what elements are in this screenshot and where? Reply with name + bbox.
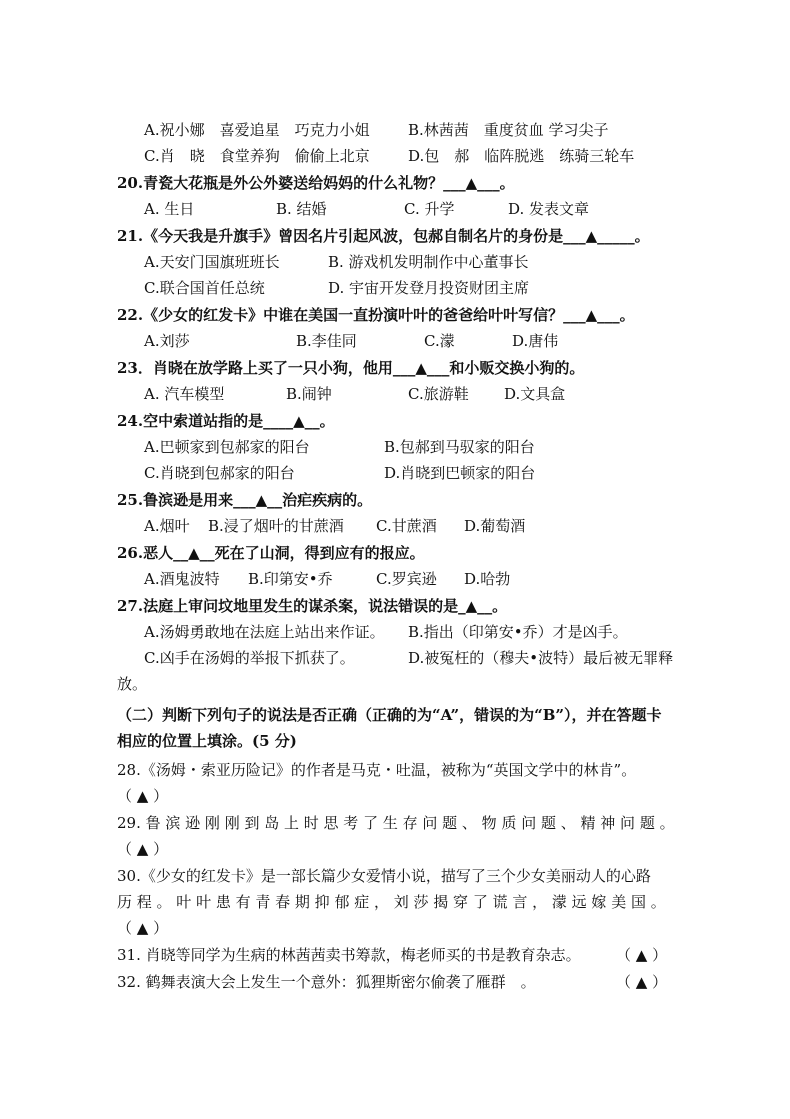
option-c: C.肖晓到包郝家的阳台 — [144, 464, 295, 482]
option-b: B.林茜茜 重度贫血 学习尖子 — [408, 121, 609, 139]
option-d: D.葡萄酒 — [464, 517, 526, 535]
question-26: 26.恶人__▲__死在了山洞，得到应有的报应。 — [117, 544, 425, 562]
option-a: A. 汽车模型 — [144, 385, 225, 403]
section-2-heading-cont: 相应的位置上填涂。(5 分) — [117, 732, 297, 750]
section-2-heading: （二）判断下列句子的说法是否正确（正确的为“A”，错误的为“B”），并在答题卡 — [117, 706, 662, 724]
options-23 — [144, 381, 566, 407]
answer-mark: （ ▲ ） — [117, 787, 169, 805]
option-b: B. 结婚 — [276, 200, 327, 218]
options-27 — [144, 619, 628, 645]
question-23: 23．肖晓在放学路上买了一只小狗，他用___▲___和小贩交换小狗的。 — [117, 359, 585, 377]
option-b: B.指出（印第安•乔）才是凶手。 — [408, 623, 628, 641]
options-22 — [144, 328, 559, 354]
option-b: B.闹钟 — [286, 385, 332, 403]
options-26 — [144, 566, 511, 592]
option-c: C.肖 晓 食堂养狗 偷偷上北京 — [144, 147, 370, 165]
judge-29: 29. 鲁 滨 逊 刚 刚 到 岛 上 时 思 考 了 生 存 问 题 、 物 质 问 题 、 精 神 问 题 。 — [117, 814, 675, 832]
options-20 — [144, 196, 590, 222]
option-a: A.刘莎 — [144, 332, 190, 350]
option-d: D.被冤枉的（穆夫•波特）最后被无罪释 — [408, 649, 674, 667]
answer-mark: （ ▲ ） — [616, 973, 668, 991]
option-c: C.联合国首任总统 — [144, 279, 265, 297]
option-a: A. 生日 — [144, 200, 195, 218]
option-c: C.凶手在汤姆的举报下抓获了。 — [144, 649, 355, 667]
answer-mark: （ ▲ ） — [117, 919, 169, 937]
options-27-cont: 放。 — [117, 675, 148, 693]
options-24 — [144, 460, 536, 486]
option-c: C.罗宾逊 — [376, 570, 437, 588]
judge-32: 32. 鹤舞表演大会上发生一个意外：狐狸斯密尔偷袭了雁群 。 — [117, 973, 536, 991]
options-21 — [144, 275, 530, 301]
option-a: A.酒鬼波特 — [144, 570, 220, 588]
option-c: C.甘蔗酒 — [376, 517, 437, 535]
judge-31: 31. 肖晓等同学为生病的林茜茜卖书筹款，梅老师买的书是教育杂志。 — [117, 946, 581, 964]
option-b: B.李佳同 — [296, 332, 357, 350]
option-b: B.印第安•乔 — [248, 570, 333, 588]
option-d: D. 宇宙开发登月投资财团主席 — [328, 279, 530, 297]
question-20: 20.青瓷大花瓶是外公外婆送给妈妈的什么礼物？___▲___。 — [117, 174, 515, 192]
question-27: 27.法庭上审问坟地里发生的谋杀案，说法错误的是_▲__。 — [117, 597, 508, 615]
question-24: 24.空中索道站指的是____▲__。 — [117, 412, 335, 430]
option-a: A.烟叶 — [144, 517, 190, 535]
option-d: D.唐伟 — [512, 332, 559, 350]
option-b: B.浸了烟叶的甘蔗酒 — [208, 517, 344, 535]
option-a: A.祝小娜 喜爱追星 巧克力小姐 — [144, 121, 370, 139]
option-line — [144, 143, 635, 169]
answer-mark: （ ▲ ） — [117, 840, 169, 858]
option-line — [144, 117, 609, 143]
option-a: A.汤姆勇敢地在法庭上站出来作证。 — [144, 623, 385, 641]
question-21: 21.《今天我是升旗手》曾因名片引起风波，包郝自制名片的身份是___▲_____。 — [117, 227, 650, 245]
option-a: A.天安门国旗班班长 — [144, 253, 280, 271]
question-25: 25.鲁滨逊是用来___▲__治疟疾病的。 — [117, 491, 373, 509]
options-27 — [144, 645, 674, 671]
options-25 — [144, 513, 526, 539]
options-21 — [144, 249, 529, 275]
option-a: A.巴顿家到包郝家的阳台 — [144, 438, 310, 456]
option-b: B.包郝到马驭家的阳台 — [384, 438, 535, 456]
judge-30: 30.《少女的红发卡》是一部长篇少女爱情小说，描写了三个少女美丽动人的心路 — [117, 867, 651, 885]
option-d: D.肖晓到巴顿家的阳台 — [384, 464, 536, 482]
options-24 — [144, 434, 535, 460]
judge-30-cont: 历 程 。 叶 叶 患 有 青 春 期 抑 郁 症 ， 刘 莎 揭 穿 了 谎 言 ， 濛 远 嫁 美 国 。 — [117, 893, 666, 911]
question-22: 22.《少女的红发卡》中谁在美国一直扮演叶叶的爸爸给叶叶写信？___▲___。 — [117, 306, 635, 324]
option-c: C.濛 — [424, 332, 455, 350]
option-d: D. 发表文章 — [508, 200, 590, 218]
option-d: D.包 郝 临阵脱逃 练骑三轮车 — [408, 147, 635, 165]
option-d: D.文具盒 — [504, 385, 566, 403]
answer-mark: （ ▲ ） — [616, 946, 668, 964]
option-c: C. 升学 — [404, 200, 455, 218]
option-b: B. 游戏机发明制作中心董事长 — [328, 253, 529, 271]
judge-28: 28.《汤姆・索亚历险记》的作者是马克・吐温，被称为“英国文学中的林肯”。 — [117, 761, 637, 779]
option-c: C.旅游鞋 — [408, 385, 469, 403]
option-d: D.哈勃 — [464, 570, 511, 588]
